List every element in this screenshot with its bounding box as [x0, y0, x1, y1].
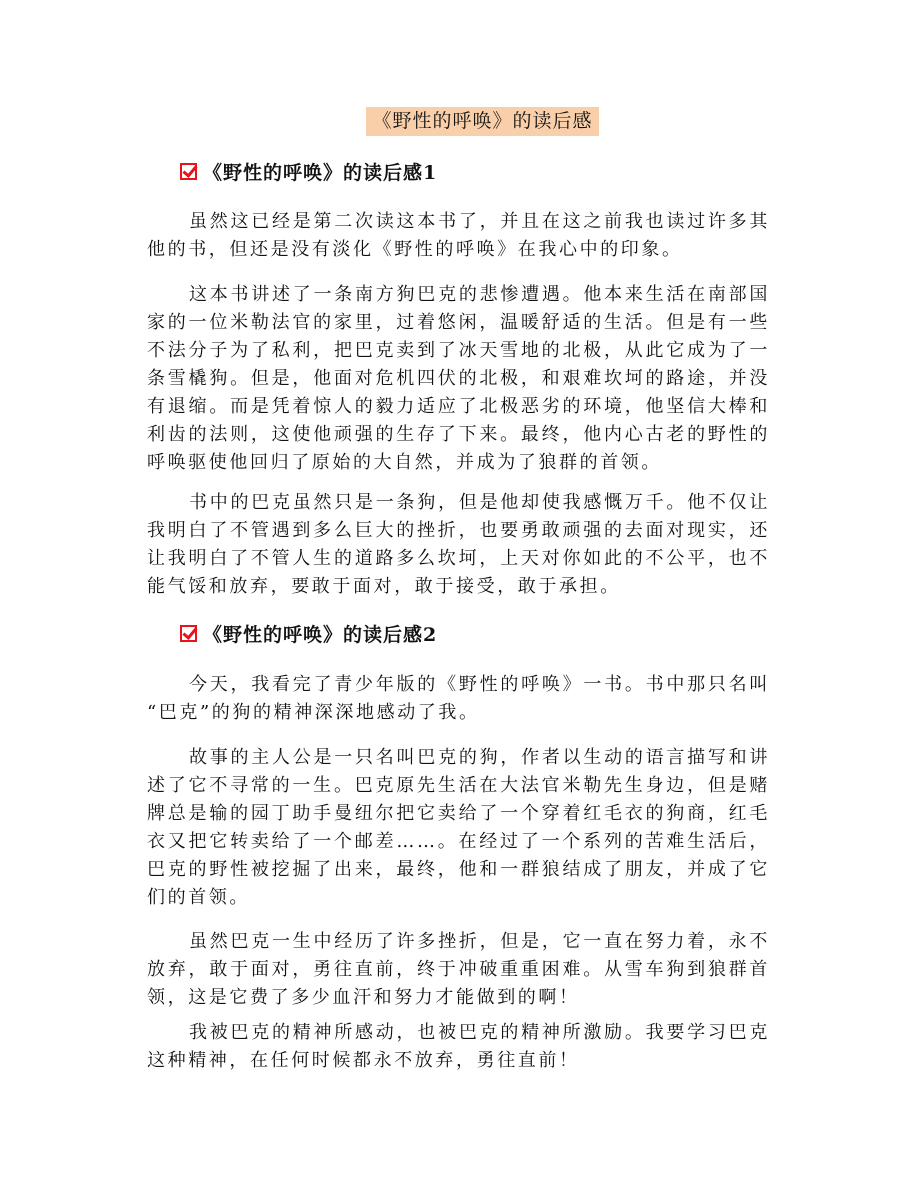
- paragraph-line: 我明白了不管遇到多么巨大的挫折，也要勇敢顽强的去面对现实，还: [147, 520, 770, 541]
- paragraph-line: “巴克”的狗的精神深深地感动了我。: [147, 702, 480, 723]
- paragraph: [147, 1019, 770, 1075]
- paragraph-line: 虽然巴克一生中经历了许多挫折，但是，它一直在努力着，永不: [189, 931, 770, 952]
- paragraph-line: 有退缩。而是凭着惊人的毅力适应了北极恶劣的环境，他坚信大棒和: [147, 396, 770, 417]
- paragraph-line: 虽然这已经是第二次读这本书了，并且在这之前我也读过许多其: [189, 211, 770, 232]
- paragraph-line: 牌总是输的园丁助手曼纽尔把它卖给了一个穿着红毛衣的狗商，红毛: [147, 803, 770, 824]
- paragraph-line: 条雪橇狗。但是，他面对危机四伏的北极，和艰难坎坷的路途，并没: [147, 368, 770, 389]
- section-heading: [180, 621, 437, 649]
- paragraph: [147, 744, 770, 912]
- paragraph: [147, 489, 770, 601]
- paragraph-line: 家的一位米勒法官的家里，过着悠闲，温暖舒适的生活。但是有一些: [147, 312, 770, 333]
- paragraph: [147, 671, 770, 727]
- checkbox-checked-icon: [180, 163, 197, 180]
- paragraph-line: 利齿的法则，这使他顽强的生存了下来。最终，他内心古老的野性的: [147, 424, 770, 445]
- paragraph-line: 呼唤驱使他回归了原始的大自然，并成为了狼群的首领。: [147, 452, 662, 473]
- paragraph-line: 故事的主人公是一只名叫巴克的狗，作者以生动的语言描写和讲: [189, 747, 770, 768]
- section-heading-text: 《野性的呼唤》的读后感2: [203, 624, 438, 646]
- paragraph-line: 这种精神，在任何时候都永不放弃，勇往直前！: [147, 1050, 580, 1071]
- paragraph: [147, 208, 770, 264]
- paragraph-line: 们的首领。: [147, 887, 250, 908]
- document-title: 《野性的呼唤》的读后感: [366, 107, 599, 136]
- paragraph-line: 述了它不寻常的一生。巴克原先生活在大法官米勒先生身边，但是赌: [147, 775, 770, 796]
- paragraph-line: 书中的巴克虽然只是一条狗，但是他却使我感慨万千。他不仅让: [189, 492, 770, 513]
- paragraph: [147, 928, 770, 1012]
- paragraph-line: 我被巴克的精神所感动，也被巴克的精神所激励。我要学习巴克: [189, 1022, 770, 1043]
- paragraph-line: 放弃，敢于面对，勇往直前，终于冲破重重困难。从雪车狗到狼群首: [147, 959, 770, 980]
- section-heading-text: 《野性的呼唤》的读后感1: [203, 162, 438, 184]
- paragraph-line: 他的书，但还是没有淡化《野性的呼唤》在我心中的印象。: [147, 239, 683, 260]
- paragraph: [147, 281, 770, 477]
- paragraph-line: 让我明白了不管人生的道路多么坎坷，上天对你如此的不公平，也不: [147, 548, 770, 569]
- paragraph-line: 不法分子为了私利，把巴克卖到了冰天雪地的北极，从此它成为了一: [147, 340, 770, 361]
- paragraph-line: 衣又把它转卖给了一个邮差……。在经过了一个系列的苦难生活后，: [147, 831, 770, 852]
- paragraph-line: 巴克的野性被挖掘了出来，最终，他和一群狼结成了朋友，并成了它: [147, 859, 770, 880]
- paragraph-line: 这本书讲述了一条南方狗巴克的悲惨遭遇。他本来生活在南部国: [189, 284, 770, 305]
- paragraph-line: 领，这是它费了多少血汗和努力才能做到的啊！: [147, 987, 580, 1008]
- paragraph-line: 今天，我看完了青少年版的《野性的呼唤》一书。书中那只名叫: [189, 674, 770, 695]
- paragraph-line: 能气馁和放弃，要敢于面对，敢于接受，敢于承担。: [147, 576, 621, 597]
- checkbox-checked-icon: [180, 625, 197, 642]
- section-heading: [180, 159, 437, 187]
